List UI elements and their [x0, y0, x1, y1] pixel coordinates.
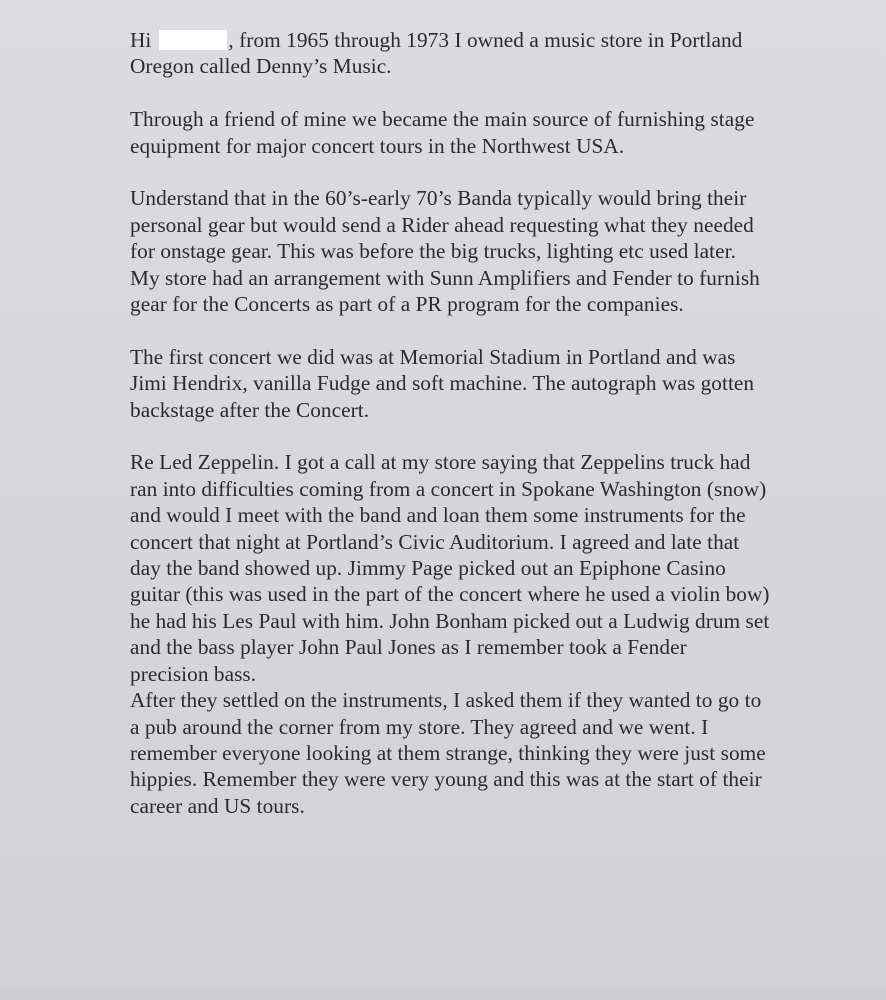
- letter-body: [130, 27, 770, 846]
- paragraph-opening: [130, 27, 770, 80]
- paragraph-stage-equipment: Through a friend of mine we became the main source of furnishing stage equipment for major concert tours in the Northwest USA.: [130, 107, 755, 158]
- redacted-name-box: [159, 30, 227, 50]
- greeting: Hi: [130, 28, 152, 52]
- paragraph-pub: After they settled on the instruments, I asked them if they wanted to go to a pub around the corner from my store. They agreed and we went. I remember everyone looking at them strange, thinking they were just some hippies. Remember they were very young and this was at the start of their career and US tours.: [130, 688, 766, 818]
- opening-text: , from 1965 through 1973 I owned a music store in Portland Oregon called Denny’s Music.: [130, 28, 743, 79]
- paragraph-led-zeppelin: Re Led Zeppelin. I got a call at my store saying that Zeppelins truck had ran into difficulties coming from a concert in Spokane Washington (snow) and would I meet with the band and loan them some instruments for the concert that night at Portland’s Civic Auditorium. I agreed and late that day the band showed up. Jimmy Page picked out an Epiphone Casino guitar (this was used in the part of the concert where he used a violin bow) he had his Les Paul with him. John Bonham picked out a Ludwig drum set and the bass player John Paul Jones as I remember took a Fender precision bass.: [130, 450, 770, 686]
- paragraph-bands-rider: Understand that in the 60’s-early 70’s Banda typically would bring their personal gear but would send a Rider ahead requesting what they needed for onstage gear. This was before the big trucks, lighting etc used later. My store had an arrangement with Sunn Amplifiers and Fender to furnish gear for the Concerts as part of a PR program for the companies.: [130, 186, 760, 317]
- paragraph-first-concert: The first concert we did was at Memorial Stadium in Portland and was Jimi Hendrix, vanilla Fudge and soft machine. The autograph was gotten backstage after the Concert.: [130, 344, 755, 422]
- page-edge-shadow: [0, 986, 886, 1000]
